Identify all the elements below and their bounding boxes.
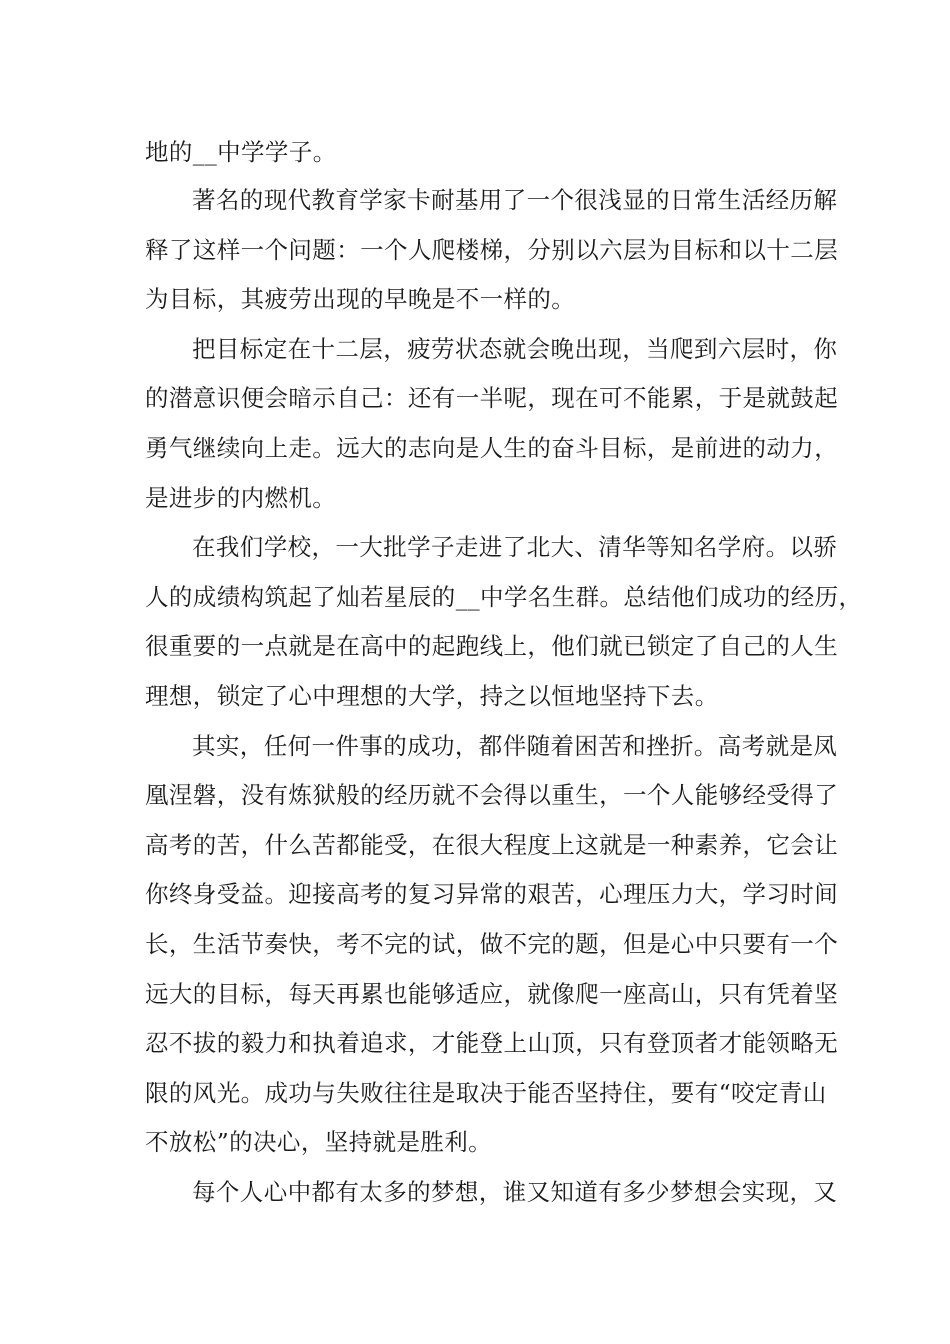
- paragraph-first-line: 在我们学校，一大批学子走进了北大、清华等知名学府。以骄: [192, 533, 838, 561]
- text-line: 是进步的内燃机。: [145, 484, 337, 512]
- paragraph-first-line: 著名的现代教育学家卡耐基用了一个很浅显的日常生活经历解: [192, 186, 838, 214]
- text-line: 人的成绩构筑起了灿若星辰的__中学名生群。总结他们成功的经历，: [145, 583, 863, 611]
- text-line: 地的__中学学子。: [145, 138, 337, 166]
- paragraph-first-line: 每个人心中都有太多的梦想，谁又知道有多少梦想会实现，又: [192, 1178, 838, 1206]
- text-line: 理想，锁定了心中理想的大学，持之以恒地坚持下去。: [145, 682, 719, 710]
- text-line: 释了这样一个问题：一个人爬楼梯，分别以六层为目标和以十二层: [145, 236, 839, 264]
- text-line: 凰涅磐，没有炼狱般的经历就不会得以重生，一个人能够经受得了: [145, 781, 839, 809]
- paragraph-first-line: 其实，任何一件事的成功，都伴随着困苦和挫折。高考就是凤: [192, 732, 838, 760]
- text-line: 限的风光。成功与失败往往是取决于能否坚持住，要有“咬定青山: [145, 1079, 827, 1107]
- text-line: 长，生活节奏快，考不完的试，做不完的题，但是心中只要有一个: [145, 930, 839, 958]
- text-line: 忍不拔的毅力和执着追求，才能登上山顶，只有登顶者才能领略无: [145, 1029, 839, 1057]
- text-line: 你终身受益。迎接高考的复习异常的艰苦，心理压力大，学习时间: [145, 880, 839, 908]
- text-line: 远大的目标，每天再累也能够适应，就像爬一座高山，只有凭着坚: [145, 980, 839, 1008]
- text-line: 勇气继续向上走。远大的志向是人生的奋斗目标，是前进的动力，: [145, 434, 839, 462]
- text-line: 高考的苦，什么苦都能受，在很大程度上这就是一种素养，它会让: [145, 831, 839, 859]
- paragraph-first-line: 把目标定在十二层，疲劳状态就会晚出现，当爬到六层时，你: [192, 335, 838, 363]
- text-line: 为目标，其疲劳出现的早晚是不一样的。: [145, 285, 576, 313]
- text-line: 不放松”的决心，坚持就是胜利。: [145, 1128, 493, 1156]
- text-line: 很重要的一点就是在高中的起跑线上，他们就已锁定了自己的人生: [145, 632, 839, 660]
- text-line: 的潜意识便会暗示自己：还有一半呢，现在可不能累，于是就鼓起: [145, 384, 839, 412]
